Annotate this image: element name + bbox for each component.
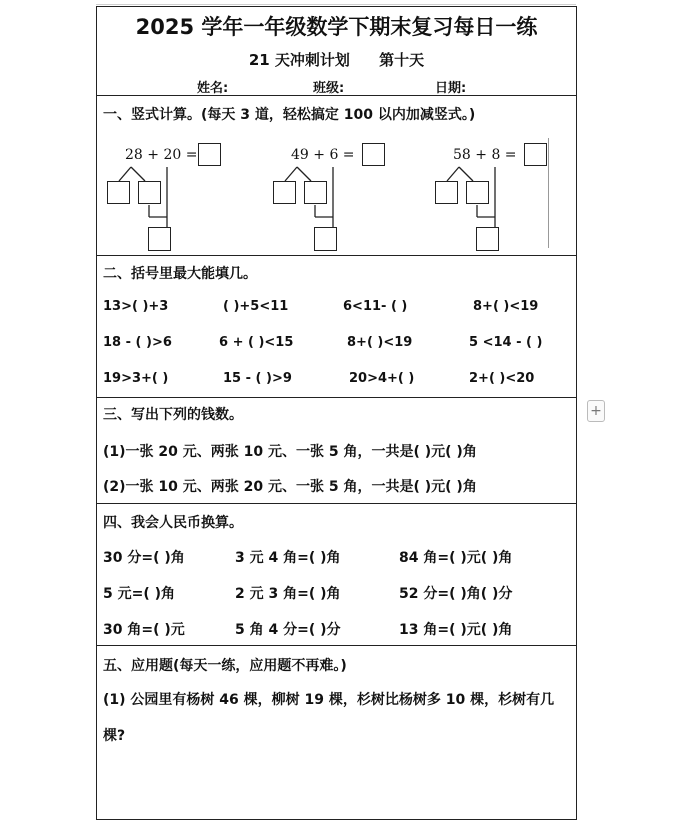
conversion-item: 30 分=( )角 xyxy=(103,550,185,566)
subtitle xyxy=(97,49,576,70)
result-box[interactable] xyxy=(476,227,499,251)
bracket-item: 6 + ( )<15 xyxy=(219,335,294,350)
section1-title: 一、竖式计算。(每天 3 道，轻松搞定 100 以内加减竖式。) xyxy=(103,107,476,123)
money-question-2: (2)一张 10 元、两张 20 元、一张 5 角，一共是( )元( )角 xyxy=(103,479,477,495)
tens-box[interactable] xyxy=(107,181,130,204)
ones-box[interactable] xyxy=(466,181,489,204)
tens-box[interactable] xyxy=(435,181,458,204)
plan-label: 21 天冲刺计划 xyxy=(248,51,350,69)
bracket-item: 6<11- ( ) xyxy=(343,299,408,314)
bracket-item: ( )+5<11 xyxy=(223,299,289,314)
word-problem-line-2: 棵? xyxy=(103,728,126,744)
bracket-item: 8+( )<19 xyxy=(347,335,413,350)
day-label: 第十天 xyxy=(379,51,425,69)
problem-expression: 58 + 8 = xyxy=(453,147,517,163)
conversion-item: 30 角=( )元 xyxy=(103,622,185,638)
conversion-item: 5 元=( )角 xyxy=(103,586,176,602)
divider xyxy=(97,397,576,398)
divider xyxy=(97,95,576,96)
bracket-item: 18 - ( )>6 xyxy=(103,335,172,350)
bracket-item: 8+( )<19 xyxy=(473,299,539,314)
ones-box[interactable] xyxy=(138,181,161,204)
worksheet xyxy=(96,6,577,820)
conversion-row-3 xyxy=(97,619,576,639)
section5-title: 五、应用题(每天一练，应用题不再难。) xyxy=(103,658,347,674)
conversion-row-2 xyxy=(97,583,576,603)
conversion-item: 84 角=( )元( )角 xyxy=(399,550,513,566)
problem-expression: 49 + 6 = xyxy=(291,147,355,163)
conversion-item: 2 元 3 角=( )角 xyxy=(235,586,341,602)
bracket-item: 13>( )+3 xyxy=(103,299,169,314)
problem-expression: 28 + 20 = xyxy=(125,147,198,163)
date-label: 日期: xyxy=(435,81,467,96)
bracket-item: 5 <14 - ( ) xyxy=(469,335,543,350)
word-problem-line-1: (1) 公园里有杨树 46 棵，柳树 19 棵，杉树比杨树多 10 棵，杉树有几 xyxy=(103,692,555,708)
vertical-problem-3 xyxy=(433,147,563,255)
conversion-item: 13 角=( )元( )角 xyxy=(399,622,513,638)
class-label: 班级: xyxy=(313,81,345,96)
bracket-item: 19>3+( ) xyxy=(103,371,169,386)
divider xyxy=(97,645,576,646)
image-crop-edge xyxy=(548,138,549,248)
bracket-row-3 xyxy=(97,371,576,391)
vertical-problem-1 xyxy=(105,147,235,255)
conversion-item: 5 角 4 分=( )分 xyxy=(235,622,341,638)
bracket-row-2 xyxy=(97,335,576,355)
bracket-item: 2+( )<20 xyxy=(469,371,535,386)
page-top-edge xyxy=(96,0,576,5)
section3-title: 三、写出下列的钱数。 xyxy=(103,407,243,423)
section2-title: 二、括号里最大能填几。 xyxy=(103,266,257,282)
page-title: 2025 学年一年级数学下期末复习每日一练 xyxy=(135,15,538,39)
section4-title: 四、我会人民币换算。 xyxy=(103,515,243,531)
add-button[interactable]: + xyxy=(587,400,605,422)
ones-box[interactable] xyxy=(304,181,327,204)
conversion-item: 52 分=( )角( )分 xyxy=(399,586,513,602)
result-box[interactable] xyxy=(148,227,171,251)
tens-box[interactable] xyxy=(273,181,296,204)
divider xyxy=(97,503,576,504)
divider xyxy=(97,255,576,256)
result-box[interactable] xyxy=(314,227,337,251)
bracket-row-1 xyxy=(97,299,576,319)
conversion-row-1 xyxy=(97,547,576,567)
vertical-problem-2 xyxy=(271,147,401,255)
conversion-item: 3 元 4 角=( )角 xyxy=(235,550,341,566)
name-label: 姓名: xyxy=(197,81,229,96)
bracket-item: 20>4+( ) xyxy=(349,371,415,386)
bracket-item: 15 - ( )>9 xyxy=(223,371,292,386)
money-question-1: (1)一张 20 元、两张 10 元、一张 5 角，一共是( )元( )角 xyxy=(103,444,477,460)
